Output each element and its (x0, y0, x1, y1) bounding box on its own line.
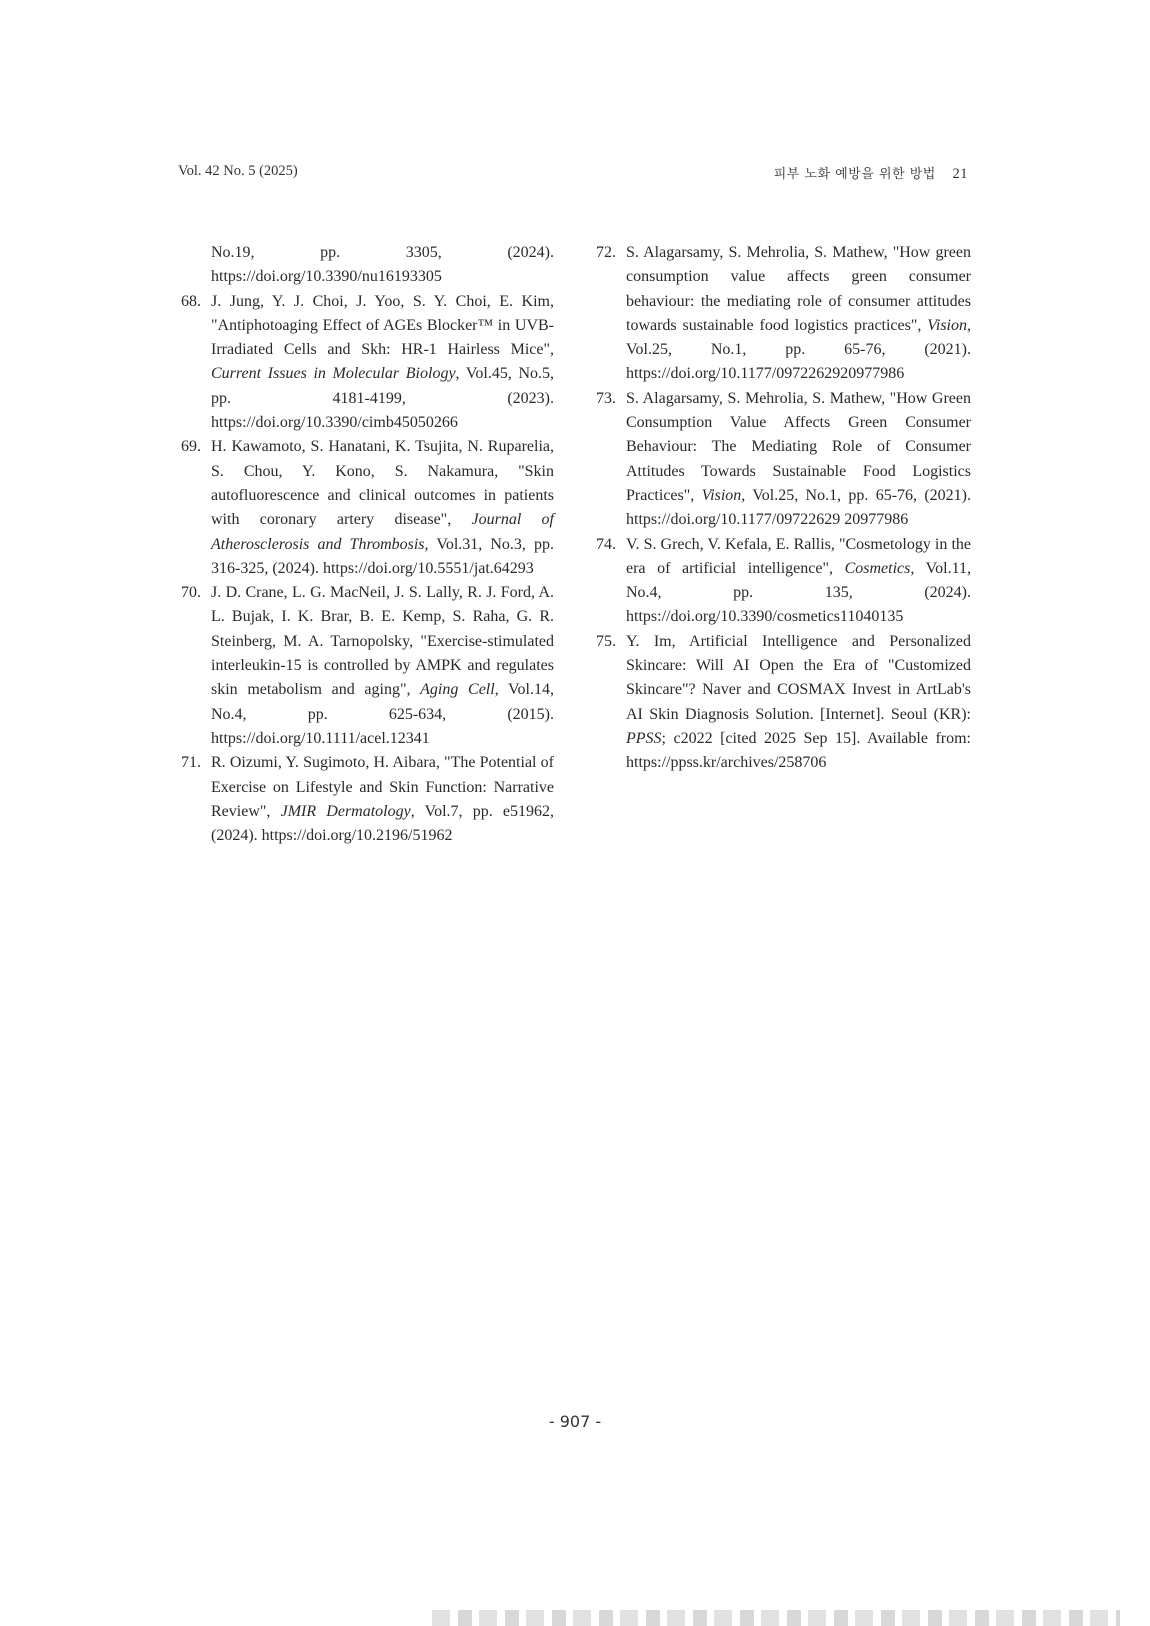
reference-journal: Vision (701, 486, 742, 504)
journal-volume: Vol. 42 No. 5 (2025) (178, 163, 298, 179)
reference-item (181, 751, 554, 848)
reference-journal: Aging Cell (420, 681, 495, 699)
reference-segment: , Vol.25, No.1, pp. 65-76, (2021). https://doi.org/10.1177/09722629 20977986 (626, 486, 972, 529)
reference-item (181, 581, 554, 751)
running-title-block (774, 163, 968, 183)
reference-number: 70. (181, 584, 201, 602)
reference-journal: Cosmetics (844, 559, 911, 577)
reference-journal: Journal of Atherosclerosis and Thrombosis (211, 511, 555, 553)
reference-journal: Vision (927, 316, 967, 334)
reference-number: 69. (181, 438, 201, 456)
reference-item (596, 241, 971, 387)
reference-text (626, 533, 971, 630)
reference-segment: , Vol.14, No.4, pp. 625-634, (2015). https://doi.org/10.1111/acel.12341 (211, 681, 554, 747)
reference-text (626, 630, 971, 776)
reference-segment: , Vol.11, No.4, pp. 135, (2024). https://doi.org/10.3390/cosmetics11040135 (626, 559, 971, 626)
reference-segment: S. Alagarsamy, S. Mehrolia, S. Mathew, "How green consumption value affects green consumer behaviour: the mediating role of consumer attitudes towards sustainable food logistics practices", (626, 244, 971, 334)
reference-segment: , Vol.45, No.5, pp. 4181-4199, (2023). https://doi.org/10.3390/cimb45050266 (211, 365, 554, 432)
scan-artifact-strip (432, 1610, 1120, 1626)
reference-segment: V. S. Grech, V. Kefala, E. Rallis, "Cosmetology in the era of artificial intelligence", (626, 535, 971, 577)
reference-journal: JMIR Dermatology (280, 802, 411, 820)
reference-segment: Y. Im, Artificial Intelligence and Personalized Skincare: Will AI Open the Era of "Customized Skincare"? Naver and COSMAX Invest in ArtLab's AI Skin Diagnosis Solution. [Internet]. Seoul (KR): (626, 632, 971, 723)
reference-column-left (181, 241, 554, 848)
running-title: 피부 노화 예방을 위한 방법 (773, 167, 936, 182)
reference-text (626, 387, 971, 533)
header-page-number: 21 (952, 166, 968, 182)
reference-segment: H. Kawamoto, S. Hanatani, K. Tsujita, N. Ruparelia, S. Chou, Y. Kono, S. Nakamura, "Skin autofluorescence and clinical outcomes in patients with coronary artery disease", (211, 438, 554, 529)
reference-segment: S. Alagarsamy, S. Mehrolia, S. Mathew, "How Green Consumption Value Affects Green Consumer Behaviour: The Mediating Role of Consumer Attitudes Towards Sustainable Food Logistics Practices", (626, 389, 971, 504)
reference-column-right (596, 241, 971, 776)
reference-segment: , Vol.31, No.3, pp. 316-325, (2024). https://doi.org/10.5551/jat.64293 (211, 535, 555, 577)
reference-segment: R. Oizumi, Y. Sugimoto, H. Aibara, "The Potential of Exercise on Lifestyle and Skin Function: Narrative Review", (211, 754, 554, 820)
reference-item (596, 630, 971, 776)
reference-text (626, 241, 971, 387)
reference-text (211, 581, 554, 751)
reference-item (596, 533, 971, 630)
reference-number: 75. (596, 632, 616, 650)
reference-segment: J. Jung, Y. J. Choi, J. Yoo, S. Y. Choi, E. Kim, "Antiphotoaging Effect of AGEs Blocker™ in UVB-Irradiated Cells and Skh: HR-1 Hairless Mice", (211, 292, 554, 359)
reference-text (211, 751, 554, 848)
reference-journal: PPSS (626, 729, 662, 747)
reference-segment: J. D. Crane, L. G. MacNeil, J. S. Lally, R. J. Ford, A. L. Bujak, I. K. Brar, B. E. Kemp, S. Raha, G. R. Steinberg, M. A. Tarnopolsky, "Exercise-stimulated interleukin-15 is controlled by AMPK and regulates skin metabolism and aging", (211, 584, 554, 699)
reference-number: 73. (596, 389, 616, 407)
reference-journal: Current Issues in Molecular Biology (211, 365, 456, 383)
reference-number: 68. (181, 292, 201, 310)
reference-item (181, 290, 554, 436)
footer-page-number: - 907 - (548, 1412, 602, 1431)
page-footer (0, 1412, 1150, 1431)
reference-text (211, 435, 554, 581)
reference-item (181, 435, 554, 581)
reference-segment: , Vol.7, pp. e51962, (2024). https://doi.org/10.2196/51962 (211, 802, 555, 845)
reference-number: 74. (596, 535, 616, 553)
reference-segment: ; c2022 [cited 2025 Sep 15]. Available from: https://ppss.kr/archives/258706 (626, 729, 971, 772)
reference-item (596, 387, 971, 533)
reference-segment: , Vol.25, No.1, pp. 65-76, (2021). https://doi.org/10.1177/0972262920977986 (626, 316, 971, 383)
reference-segment: No.19, pp. 3305, (2024). https://doi.org/10.3390/nu16193305 (211, 244, 554, 286)
reference-item (181, 241, 554, 290)
reference-text (211, 290, 554, 436)
reference-number: 71. (181, 754, 201, 772)
reference-number: 72. (596, 244, 616, 261)
reference-text (211, 241, 554, 290)
